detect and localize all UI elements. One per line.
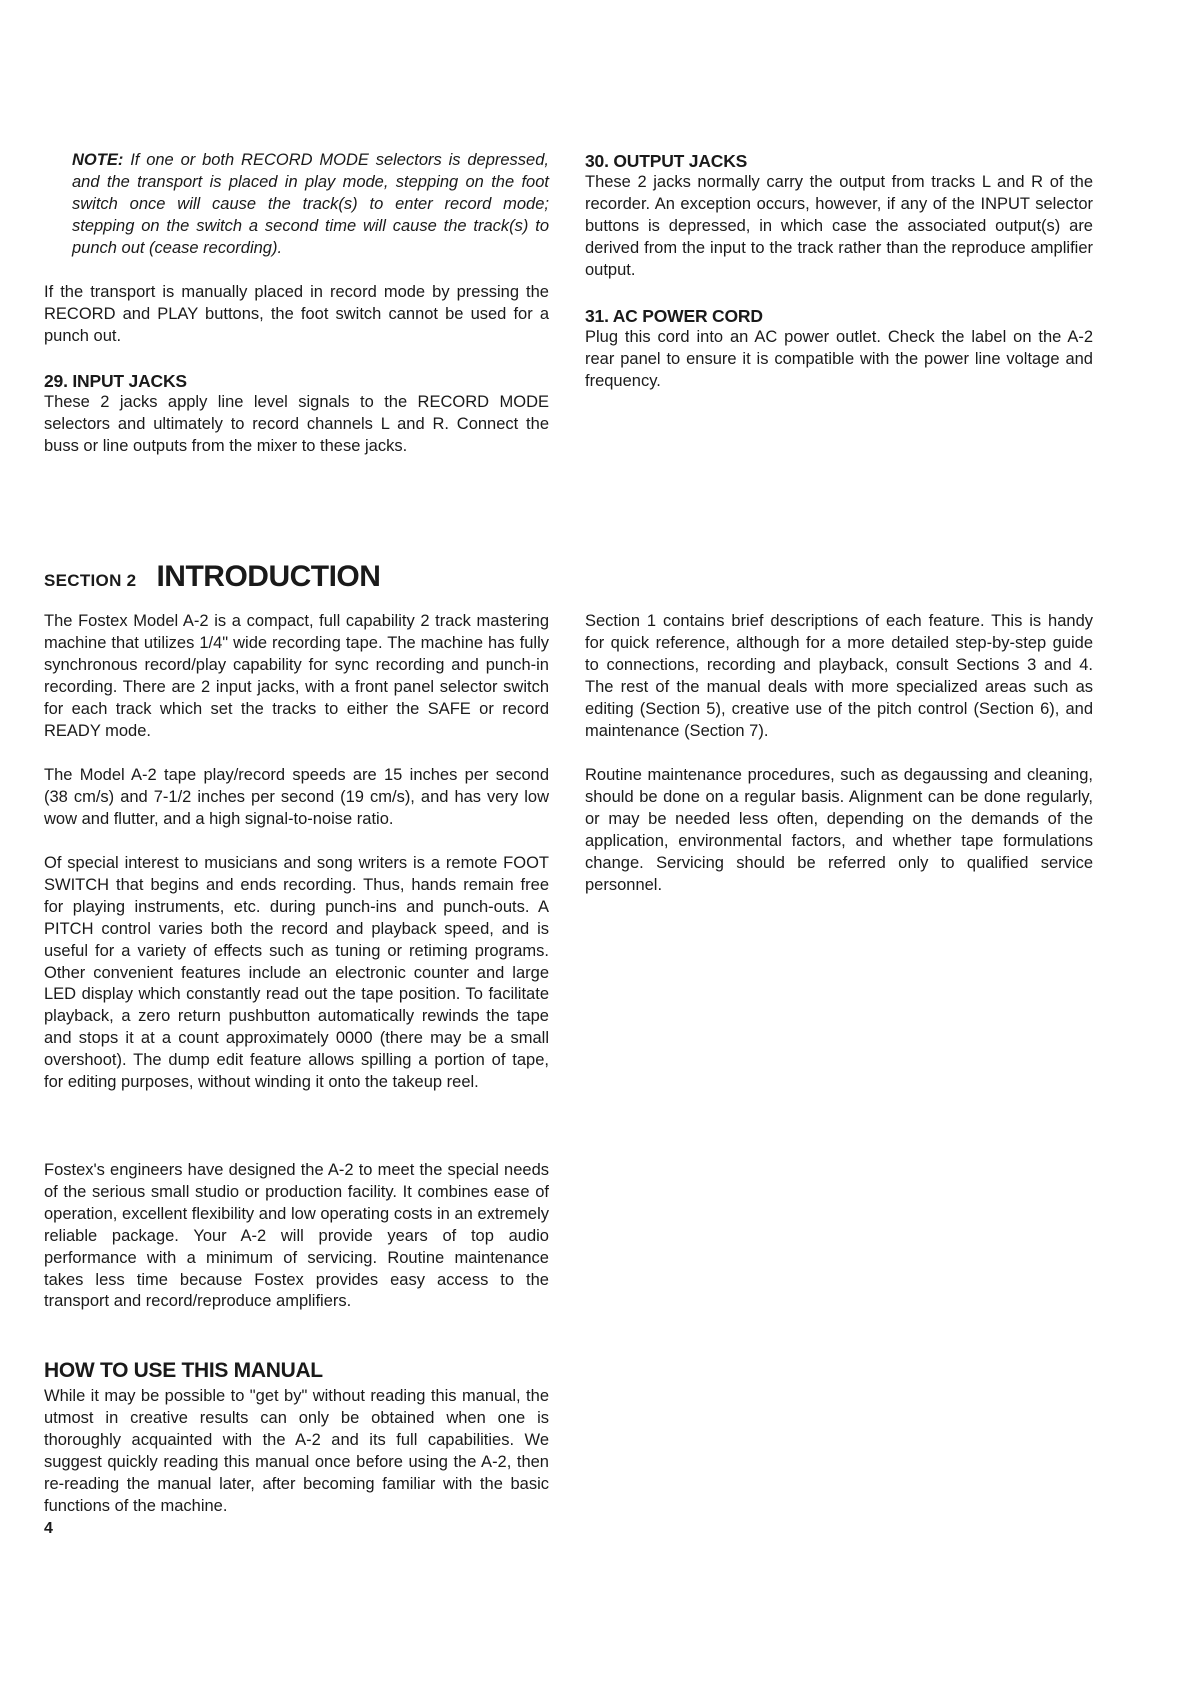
intro-right-paragraph-1: Section 1 contains brief descriptions of each feature. This is handy for quick reference, although for a more detailed step-by-step guide to connections, recording and playback, consult Sections 3 and 4. The rest of the manual deals with more specialized areas such as editing (Section 5), creative use of the pitch control (Section 6), and maintenance (Section 7). [585, 612, 1093, 740]
output-jacks-text: These 2 jacks normally carry the output from tracks L and R of the recorder. An exception occurs, however, if any of the INPUT selector buttons is depressed, in which case the associated output(s) are derived from the input to the track rather than the reproduce amplifier output. [585, 173, 1093, 279]
intro-paragraph-3: Of special interest to musicians and song writers is a remote FOOT SWITCH that begins and ends recording. Thus, hands remain free for playing instruments, etc. during punch-ins and punch-outs. A PITCH control varies both the record and playback speed, and is useful for a variety of effects such as tuning or retiming programs. Other convenient features include an electronic counter and large LED display which constantly read out the tape position. To facilitate playback, a zero return pushbutton automatically rewinds the tape and stops it at a count approximately 0000 (there may be a small overshoot). The dump edit feature allows spilling a portion of tape, for editing purposes, without winding it onto the takeup reel. [44, 854, 549, 1092]
intro-paragraph-4: Fostex's engineers have designed the A-2 to meet the special needs of the serious small studio or production facility. It combines ease of operation, excellent flexibility and low operating costs in an extremely reliable package. Your A-2 will provide years of top audio performance with a minimum of servicing. Routine maintenance takes less time because Fostex provides easy access to the transport and record/reproduce amplifiers. [44, 1161, 549, 1311]
ac-power-heading: 31. AC POWER CORD [585, 306, 763, 326]
note-label: NOTE: [72, 151, 124, 169]
section-header [44, 560, 380, 594]
intro-paragraph-2: The Model A-2 tape play/record speeds are 15 inches per second (38 cm/s) and 7-1/2 inches per second (19 cm/s), and has very low wow and flutter, and a high signal-to-noise ratio. [44, 766, 549, 828]
how-to-use-heading: HOW TO USE THIS MANUAL [44, 1359, 323, 1382]
output-jacks-heading: 30. OUTPUT JACKS [585, 151, 748, 171]
ac-power-text: Plug this cord into an AC power outlet. Check the label on the A-2 rear panel to ensure it is compatible with the power line voltage and frequency. [585, 328, 1093, 390]
manual-record-paragraph: If the transport is manually placed in record mode by pressing the RECORD and PLAY buttons, the foot switch cannot be used for a punch out. [44, 283, 549, 345]
input-jacks-heading: 29. INPUT JACKS [44, 371, 187, 391]
how-to-use-text: While it may be possible to "get by" without reading this manual, the utmost in creative results can only be obtained when one is thoroughly acquainted with the A-2 and its full capabilities. We suggest quickly reading this manual once before using the A-2, then re-reading the manual later, after becoming familiar with the basic functions of the machine. [44, 1387, 549, 1515]
section-title: INTRODUCTION [156, 560, 381, 593]
section-label: SECTION 2 [44, 571, 137, 590]
intro-right-paragraph-2: Routine maintenance procedures, such as degaussing and cleaning, should be done on a regular basis. Alignment can be done regularly, or may be needed less often, depending on the demands of the application, environmental factors, and whether tape formulations change. Servicing should be referred only to qualified service personnel. [585, 766, 1093, 894]
input-jacks-text: These 2 jacks apply line level signals to the RECORD MODE selectors and ultimately to record channels L and R. Connect the buss or line outputs from the mixer to these jacks. [44, 393, 549, 455]
page-number: 4 [44, 1520, 53, 1537]
intro-paragraph-1: The Fostex Model A-2 is a compact, full capability 2 track mastering machine that utilizes 1/4" wide recording tape. The machine has fully synchronous record/play capability for sync recording and punch-in recording. There are 2 input jacks, with a front panel selector switch for each track which set the tracks to either the SAFE or record READY mode. [44, 612, 549, 740]
note-paragraph [72, 150, 549, 260]
note-text: If one or both RECORD MODE selectors is depressed, and the transport is placed in play mode, stepping on the foot switch once will cause the track(s) to enter record mode; stepping on the switch a second time will cause the track(s) to punch out (cease recording). [72, 151, 549, 257]
